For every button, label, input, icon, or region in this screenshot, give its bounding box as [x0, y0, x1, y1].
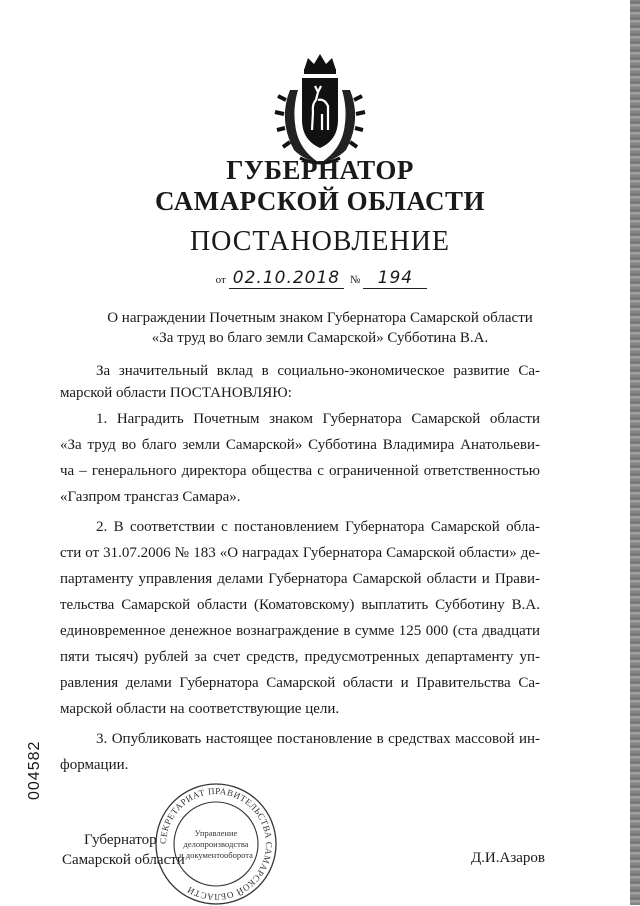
body-line: «Газпром трансгаз Самара». [60, 489, 241, 505]
body-line: партаменту управления делами Губернатора Самарской области и Прави- [60, 571, 540, 587]
stamp-ring-text: СЕКРЕТАРИАТ ПРАВИТЕЛЬСТВА САМАРСКОЙ ОБЛАСТИ [157, 785, 275, 903]
issuer-region: САМАРСКОЙ ОБЛАСТИ [154, 186, 486, 216]
stamp-center-line: Управление [194, 828, 238, 838]
number-label: № [349, 274, 361, 286]
document-type: ПОСТАНОВЛЕНИЕ [189, 226, 451, 257]
stamp-center-line: и документооборота [179, 850, 253, 860]
body-line: формации. [60, 757, 129, 773]
scan-edge [630, 0, 640, 905]
issuer-title: ГУБЕРНАТОР [226, 155, 414, 185]
signatory-position-line: Самарской области [62, 852, 185, 868]
document-number: 194 [363, 268, 427, 289]
body-line: равления делами Губернатора Самарской области и Правительства Са- [60, 675, 540, 691]
body-line: 1. Наградить Почетным знаком Губернатора Самарской области [96, 411, 540, 427]
subject-line: «За труд во благо земли Самарской» Субботина В.А. [151, 330, 489, 346]
body-line: ча – генерального директора общества с ограниченной ответственностью [60, 463, 540, 479]
body-line: марской области на соответствующие цели. [60, 701, 340, 717]
body-line: 2. В соответствии с постановлением Губернатора Самарской обла- [96, 519, 540, 535]
body-line: сти от 31.07.2006 № 183 «О наградах Губернатора Самарской области» де- [60, 545, 540, 561]
body-line: единовременное денежное вознаграждение в сумме 125 000 (ста двадцати [60, 623, 540, 639]
signatory-position-line: Губернатор [84, 832, 157, 848]
body-line: пяти тысяч) рублей за счет средств, предусмотренных департаменту уп- [60, 649, 540, 665]
official-stamp [152, 782, 280, 906]
archive-number: 004582 [26, 740, 43, 800]
subject-line: О награждении Почетным знаком Губернатора Самарской области [107, 310, 533, 326]
body-line: «За труд во благо земли Самарской» Субботина Владимира Анатольеви- [60, 437, 540, 453]
date-label: от [215, 274, 226, 286]
body-line: 3. Опубликовать настоящее постановление в средствах массовой ин- [96, 731, 540, 747]
stamp-center-line: делопроизводства [183, 839, 249, 849]
signatory-name: Д.И.Азаров [470, 850, 545, 866]
body-line: тельства Самарской области (Коматовскому) выплатить Субботину В.А. [60, 597, 540, 613]
body-line: марской области ПОСТАНОВЛЯЮ: [60, 385, 292, 401]
dateline [0, 268, 640, 289]
document-date: 02.10.2018 [229, 268, 344, 289]
coat-of-arms-icon [260, 50, 380, 168]
body-line: За значительный вклад в социально-экономическое развитие Са- [96, 363, 540, 379]
